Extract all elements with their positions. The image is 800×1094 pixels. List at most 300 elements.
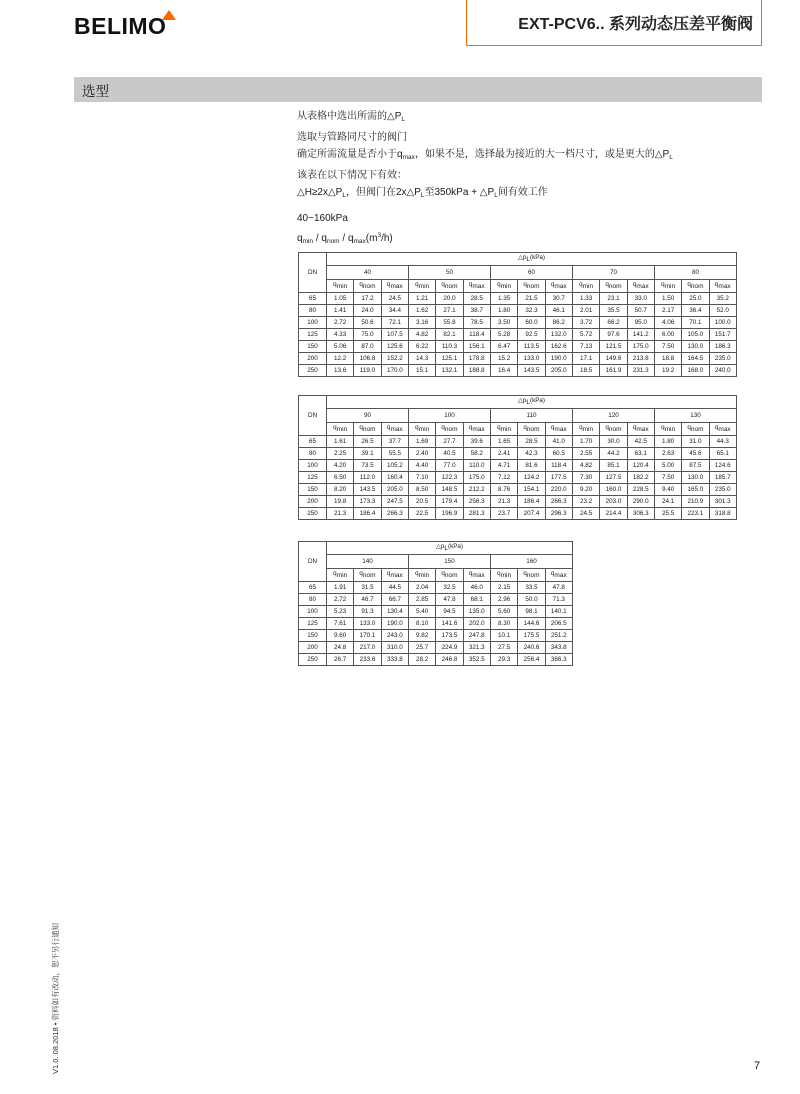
flow-value-cell: 29.3: [490, 654, 517, 666]
flow-value-cell: 12.2: [327, 353, 354, 365]
pressure-group-header: 90: [327, 409, 409, 423]
table-row: [299, 472, 737, 484]
pressure-group-header: 100: [408, 409, 490, 423]
flow-value-cell: 190.0: [381, 618, 408, 630]
qnom-header: $q_{nom}$: [518, 423, 545, 436]
dn-cell: 150: [299, 630, 327, 642]
flow-value-cell: 106.8: [354, 353, 381, 365]
flow-value-cell: 1.62: [408, 305, 435, 317]
intro-text: [297, 108, 757, 205]
qmax-header: $q_{max}$: [381, 280, 408, 293]
flow-value-cell: 266.3: [381, 508, 408, 520]
qmax-header: $q_{max}$: [545, 423, 572, 436]
dn-header: DN: [299, 253, 327, 293]
flow-value-cell: 17.1: [572, 353, 599, 365]
pressure-group-header: 140: [327, 555, 409, 569]
intro-line-4: 该表在以下情况下有效：: [297, 169, 407, 181]
flow-value-cell: 75.0: [354, 329, 381, 341]
flow-value-cell: 50.7: [627, 305, 654, 317]
flow-value-cell: 35.5: [600, 305, 627, 317]
flow-value-cell: 207.4: [518, 508, 545, 520]
flow-value-cell: 18.5: [572, 365, 599, 377]
flow-value-cell: 4.33: [327, 329, 354, 341]
dn-cell: 150: [299, 341, 327, 353]
flow-value-cell: 3.16: [408, 317, 435, 329]
flow-value-cell: 186.4: [354, 508, 381, 520]
flow-value-cell: 122.3: [436, 472, 463, 484]
page-number: 7: [754, 1060, 761, 1072]
qmax-header: $q_{max}$: [381, 423, 408, 436]
flow-value-cell: 36.4: [682, 305, 709, 317]
table-row: [299, 436, 737, 448]
flow-value-cell: 133.0: [518, 353, 545, 365]
flow-value-cell: 30.0: [600, 436, 627, 448]
flow-value-cell: 15.2: [490, 353, 517, 365]
dn-cell: 250: [299, 365, 327, 377]
qmin-header: $q_{min}$: [408, 423, 435, 436]
flow-value-cell: 182.2: [627, 472, 654, 484]
flow-value-cell: 235.0: [709, 484, 736, 496]
flow-value-cell: 46.0: [463, 582, 490, 594]
flow-value-cell: 1.80: [490, 305, 517, 317]
qnom-header: $q_{nom}$: [682, 280, 709, 293]
flow-value-cell: 5.00: [654, 460, 681, 472]
flow-value-cell: 243.0: [381, 630, 408, 642]
flow-value-cell: 132.1: [436, 365, 463, 377]
qmin-header: $q_{min}$: [327, 280, 354, 293]
qmax-header: $q_{max}$: [545, 569, 572, 582]
dn-cell: 125: [299, 472, 327, 484]
flow-value-cell: 162.6: [545, 341, 572, 353]
flow-value-cell: 20.5: [408, 496, 435, 508]
pressure-range-block: [297, 210, 393, 250]
flow-value-cell: 27.7: [436, 436, 463, 448]
flow-value-cell: 24.5: [381, 293, 408, 305]
flow-value-cell: 105.0: [682, 329, 709, 341]
flow-value-cell: 156.1: [463, 341, 490, 353]
flow-value-cell: 5.60: [490, 606, 517, 618]
dn-cell: 200: [299, 353, 327, 365]
flow-value-cell: 85.1: [600, 460, 627, 472]
flow-value-cell: 3.50: [490, 317, 517, 329]
flow-value-cell: 40.5: [436, 448, 463, 460]
flow-value-cell: 247.8: [463, 630, 490, 642]
flow-value-cell: 266.3: [545, 496, 572, 508]
flow-value-cell: 130.0: [682, 472, 709, 484]
flow-units-label: $q_{min} / q_{nom} / q_{max}(m^3/h)$: [297, 232, 393, 245]
document-title-box: [466, 0, 762, 46]
qmax-header: $q_{max}$: [627, 280, 654, 293]
flow-value-cell: 7.50: [654, 472, 681, 484]
table-row: [299, 365, 737, 377]
flow-value-cell: 228.5: [627, 484, 654, 496]
flow-value-cell: 175.5: [518, 630, 545, 642]
flow-value-cell: 1.35: [490, 293, 517, 305]
flow-value-cell: 32.5: [436, 582, 463, 594]
flow-value-cell: 5.06: [327, 341, 354, 353]
table-row: [299, 484, 737, 496]
flow-value-cell: 1.41: [327, 305, 354, 317]
flow-value-cell: 281.3: [463, 508, 490, 520]
flow-value-cell: 205.0: [545, 365, 572, 377]
qmax-header: $q_{max}$: [463, 280, 490, 293]
flow-value-cell: 7.13: [572, 341, 599, 353]
flow-value-cell: 7.10: [408, 472, 435, 484]
flow-value-cell: 168.0: [682, 365, 709, 377]
flow-value-cell: 366.3: [545, 654, 572, 666]
flow-value-cell: 2.55: [572, 448, 599, 460]
flow-value-cell: 164.5: [682, 353, 709, 365]
qnom-header: $q_{nom}$: [436, 423, 463, 436]
flow-value-cell: 6.22: [408, 341, 435, 353]
table-row: [299, 305, 737, 317]
flow-value-cell: 130.4: [381, 606, 408, 618]
flow-value-cell: 35.2: [709, 293, 736, 305]
selection-table-90-130kpa: [298, 395, 737, 520]
pressure-group-header: 130: [654, 409, 736, 423]
flow-value-cell: 98.1: [518, 606, 545, 618]
flow-value-cell: 214.4: [600, 508, 627, 520]
flow-value-cell: 22.5: [408, 508, 435, 520]
flow-value-cell: 190.0: [545, 353, 572, 365]
dp-header: $\triangle p_L(kPa)$: [327, 253, 737, 266]
flow-value-cell: 60.5: [545, 448, 572, 460]
qmax-header: $q_{max}$: [463, 569, 490, 582]
flow-value-cell: 6.50: [327, 472, 354, 484]
flow-value-cell: 202.0: [463, 618, 490, 630]
section-header: [74, 77, 762, 102]
flow-value-cell: 39.6: [463, 436, 490, 448]
table-row: [299, 654, 573, 666]
dn-cell: 80: [299, 448, 327, 460]
flow-value-cell: 1.61: [327, 436, 354, 448]
flow-value-cell: 2.15: [490, 582, 517, 594]
flow-value-cell: 46.7: [354, 594, 381, 606]
flow-value-cell: 23.2: [572, 496, 599, 508]
flow-value-cell: 143.5: [518, 365, 545, 377]
flow-value-cell: 71.3: [545, 594, 572, 606]
table-row: [299, 329, 737, 341]
intro-line-1: 从表格中选出所需的$\triangle P_L$: [297, 111, 405, 123]
flow-value-cell: 121.5: [600, 341, 627, 353]
flow-value-cell: 1.21: [408, 293, 435, 305]
flow-value-cell: 2.85: [408, 594, 435, 606]
flow-value-cell: 4.06: [654, 317, 681, 329]
flow-value-cell: 179.4: [436, 496, 463, 508]
flow-value-cell: 4.82: [572, 460, 599, 472]
dn-cell: 100: [299, 606, 327, 618]
qmin-header: $q_{min}$: [490, 423, 517, 436]
dn-cell: 80: [299, 594, 327, 606]
flow-value-cell: 175.0: [463, 472, 490, 484]
flow-value-cell: 50.0: [518, 594, 545, 606]
qnom-header: $q_{nom}$: [436, 280, 463, 293]
flow-value-cell: 25.7: [408, 642, 435, 654]
flow-value-cell: 160.0: [600, 484, 627, 496]
flow-value-cell: 21.5: [518, 293, 545, 305]
flow-value-cell: 8.76: [490, 484, 517, 496]
flow-value-cell: 301.3: [709, 496, 736, 508]
flow-value-cell: 45.6: [682, 448, 709, 460]
flow-value-cell: 144.6: [518, 618, 545, 630]
flow-value-cell: 58.2: [463, 448, 490, 460]
flow-value-cell: 119.0: [354, 365, 381, 377]
dn-cell: 250: [299, 508, 327, 520]
flow-value-cell: 18.8: [654, 353, 681, 365]
flow-value-cell: 220.0: [545, 484, 572, 496]
flow-value-cell: 7.50: [654, 341, 681, 353]
flow-value-cell: 6.47: [490, 341, 517, 353]
flow-value-cell: 55.8: [436, 317, 463, 329]
flow-value-cell: 17.2: [354, 293, 381, 305]
flow-value-cell: 86.2: [545, 317, 572, 329]
flow-value-cell: 110.3: [436, 341, 463, 353]
flow-value-cell: 9.40: [654, 484, 681, 496]
flow-value-cell: 148.5: [436, 484, 463, 496]
flow-value-cell: 175.0: [627, 341, 654, 353]
flow-value-cell: 24.1: [654, 496, 681, 508]
flow-value-cell: 5.40: [408, 606, 435, 618]
flow-value-cell: 149.6: [600, 353, 627, 365]
qnom-header: $q_{nom}$: [354, 569, 381, 582]
qnom-header: $q_{nom}$: [354, 280, 381, 293]
table-row: [299, 582, 573, 594]
flow-value-cell: 1.05: [327, 293, 354, 305]
table-row: [299, 508, 737, 520]
flow-value-cell: 31.5: [354, 582, 381, 594]
flow-value-cell: 21.3: [490, 496, 517, 508]
pressure-group-header: 60: [490, 266, 572, 280]
flow-value-cell: 8.50: [408, 484, 435, 496]
qmin-header: $q_{min}$: [327, 423, 354, 436]
logo-text: BELIMO: [74, 12, 167, 39]
flow-value-cell: 113.5: [518, 341, 545, 353]
pressure-group-row: [299, 555, 573, 569]
flow-value-cell: 15.1: [408, 365, 435, 377]
flow-value-cell: 7.12: [490, 472, 517, 484]
dn-cell: 100: [299, 460, 327, 472]
flow-subheader-row: [299, 423, 737, 436]
qmax-header: $q_{max}$: [627, 423, 654, 436]
flow-value-cell: 173.5: [436, 630, 463, 642]
flow-value-cell: 60.0: [518, 317, 545, 329]
flow-value-cell: 28.5: [518, 436, 545, 448]
flow-value-cell: 170.0: [381, 365, 408, 377]
dn-cell: 125: [299, 329, 327, 341]
flow-value-cell: 92.5: [518, 329, 545, 341]
qnom-header: $q_{nom}$: [518, 280, 545, 293]
flow-value-cell: 256.3: [463, 496, 490, 508]
flow-value-cell: 4.20: [327, 460, 354, 472]
flow-value-cell: 2.04: [408, 582, 435, 594]
flow-value-cell: 186.4: [518, 496, 545, 508]
flow-value-cell: 4.71: [490, 460, 517, 472]
flow-value-cell: 2.72: [327, 594, 354, 606]
flow-value-cell: 34.4: [381, 305, 408, 317]
flow-value-cell: 141.6: [436, 618, 463, 630]
flow-value-cell: 290.0: [627, 496, 654, 508]
dn-cell: 200: [299, 642, 327, 654]
qmin-header: $q_{min}$: [572, 280, 599, 293]
flow-value-cell: 141.2: [627, 329, 654, 341]
table-row: [299, 317, 737, 329]
dn-cell: 80: [299, 305, 327, 317]
flow-value-cell: 9.20: [572, 484, 599, 496]
qmin-header: $q_{min}$: [490, 280, 517, 293]
table-row: [299, 606, 573, 618]
flow-value-cell: 72.1: [381, 317, 408, 329]
flow-value-cell: 2.63: [654, 448, 681, 460]
flow-value-cell: 19.2: [654, 365, 681, 377]
flow-value-cell: 240.0: [709, 365, 736, 377]
flow-value-cell: 27.5: [490, 642, 517, 654]
flow-value-cell: 130.0: [682, 341, 709, 353]
flow-value-cell: 118.4: [463, 329, 490, 341]
flow-value-cell: 127.5: [600, 472, 627, 484]
flow-value-cell: 306.3: [627, 508, 654, 520]
flow-value-cell: 32.3: [518, 305, 545, 317]
flow-value-cell: 16.4: [490, 365, 517, 377]
flow-value-cell: 125.6: [381, 341, 408, 353]
qmax-header: $q_{max}$: [709, 423, 736, 436]
flow-value-cell: 47.8: [545, 582, 572, 594]
flow-value-cell: 235.0: [709, 353, 736, 365]
flow-value-cell: 68.1: [463, 594, 490, 606]
qmax-header: $q_{max}$: [709, 280, 736, 293]
flow-value-cell: 110.0: [463, 460, 490, 472]
dn-cell: 200: [299, 496, 327, 508]
flow-value-cell: 118.4: [545, 460, 572, 472]
dn-cell: 65: [299, 293, 327, 305]
flow-value-cell: 5.72: [572, 329, 599, 341]
flow-value-cell: 1.69: [408, 436, 435, 448]
flow-value-cell: 246.8: [436, 654, 463, 666]
flow-value-cell: 173.3: [354, 496, 381, 508]
flow-value-cell: 152.2: [381, 353, 408, 365]
table-row: [299, 353, 737, 365]
flow-value-cell: 30.7: [545, 293, 572, 305]
flow-value-cell: 20.0: [436, 293, 463, 305]
dn-cell: 100: [299, 317, 327, 329]
flow-value-cell: 231.3: [627, 365, 654, 377]
qmin-header: $q_{min}$: [572, 423, 599, 436]
qnom-header: $q_{nom}$: [436, 569, 463, 582]
flow-value-cell: 210.9: [682, 496, 709, 508]
flow-value-cell: 1.80: [654, 436, 681, 448]
flow-value-cell: 78.5: [463, 317, 490, 329]
flow-subheader-row: [299, 280, 737, 293]
qmax-header: $q_{max}$: [381, 569, 408, 582]
flow-value-cell: 21.3: [327, 508, 354, 520]
flow-value-cell: 132.0: [545, 329, 572, 341]
flow-value-cell: 47.8: [436, 594, 463, 606]
flow-value-cell: 66.7: [381, 594, 408, 606]
flow-value-cell: 31.0: [682, 436, 709, 448]
flow-value-cell: 77.0: [436, 460, 463, 472]
flow-value-cell: 10.1: [490, 630, 517, 642]
flow-value-cell: 224.9: [436, 642, 463, 654]
flow-value-cell: 2.41: [490, 448, 517, 460]
flow-value-cell: 14.3: [408, 353, 435, 365]
dn-cell: 125: [299, 618, 327, 630]
flow-value-cell: 143.5: [354, 484, 381, 496]
flow-value-cell: 33.5: [518, 582, 545, 594]
flow-value-cell: 24.0: [354, 305, 381, 317]
flow-value-cell: 52.0: [709, 305, 736, 317]
dn-cell: 150: [299, 484, 327, 496]
flow-value-cell: 25.0: [682, 293, 709, 305]
qnom-header: $q_{nom}$: [682, 423, 709, 436]
flow-value-cell: 66.2: [600, 317, 627, 329]
intro-line-2: 选取与管路同尺寸的阀门: [297, 131, 407, 143]
table-row: [299, 618, 573, 630]
flow-value-cell: 5.23: [327, 606, 354, 618]
flow-value-cell: 70.1: [682, 317, 709, 329]
flow-value-cell: 154.1: [518, 484, 545, 496]
flow-value-cell: 94.5: [436, 606, 463, 618]
flow-value-cell: 333.8: [381, 654, 408, 666]
flow-value-cell: 310.0: [381, 642, 408, 654]
flow-value-cell: 95.0: [627, 317, 654, 329]
document-title: EXT-PCV6.. 系列动态压差平衡阀: [518, 16, 753, 33]
flow-value-cell: 5.28: [490, 329, 517, 341]
flow-value-cell: 2.17: [654, 305, 681, 317]
table-header-row: [299, 253, 737, 266]
flow-value-cell: 8.10: [408, 618, 435, 630]
flow-value-cell: 1.70: [572, 436, 599, 448]
flow-value-cell: 203.0: [600, 496, 627, 508]
pressure-group-row: [299, 266, 737, 280]
table-row: [299, 460, 737, 472]
flow-value-cell: 223.1: [682, 508, 709, 520]
flow-value-cell: 178.8: [463, 353, 490, 365]
flow-value-cell: 8.30: [490, 618, 517, 630]
table-row: [299, 496, 737, 508]
pressure-group-header: 50: [408, 266, 490, 280]
flow-value-cell: 343.8: [545, 642, 572, 654]
flow-value-cell: 97.6: [600, 329, 627, 341]
pressure-group-header: 80: [654, 266, 736, 280]
dp-header: $\triangle p_L(kPa)$: [327, 542, 573, 555]
flow-value-cell: 112.0: [354, 472, 381, 484]
pressure-group-row: [299, 409, 737, 423]
flow-value-cell: 161.9: [600, 365, 627, 377]
flow-value-cell: 170.1: [354, 630, 381, 642]
flow-value-cell: 107.5: [381, 329, 408, 341]
flow-value-cell: 42.5: [627, 436, 654, 448]
flow-value-cell: 165.0: [682, 484, 709, 496]
qmin-header: $q_{min}$: [327, 569, 354, 582]
flow-subheader-row: [299, 569, 573, 582]
flow-value-cell: 1.65: [490, 436, 517, 448]
flow-value-cell: 7.61: [327, 618, 354, 630]
flow-value-cell: 185.7: [709, 472, 736, 484]
flow-value-cell: 217.0: [354, 642, 381, 654]
qmin-header: $q_{min}$: [408, 280, 435, 293]
flow-value-cell: 7.30: [572, 472, 599, 484]
flow-value-cell: 33.0: [627, 293, 654, 305]
flow-value-cell: 44.3: [709, 436, 736, 448]
flow-value-cell: 24.8: [327, 642, 354, 654]
flow-value-cell: 4.82: [408, 329, 435, 341]
pressure-group-header: 110: [490, 409, 572, 423]
section-title: 选型: [82, 83, 109, 99]
flow-value-cell: 42.3: [518, 448, 545, 460]
flow-value-cell: 140.1: [545, 606, 572, 618]
dp-header: $\triangle p_L(kPa)$: [327, 396, 737, 409]
flow-value-cell: 205.0: [381, 484, 408, 496]
flow-value-cell: 124.2: [518, 472, 545, 484]
